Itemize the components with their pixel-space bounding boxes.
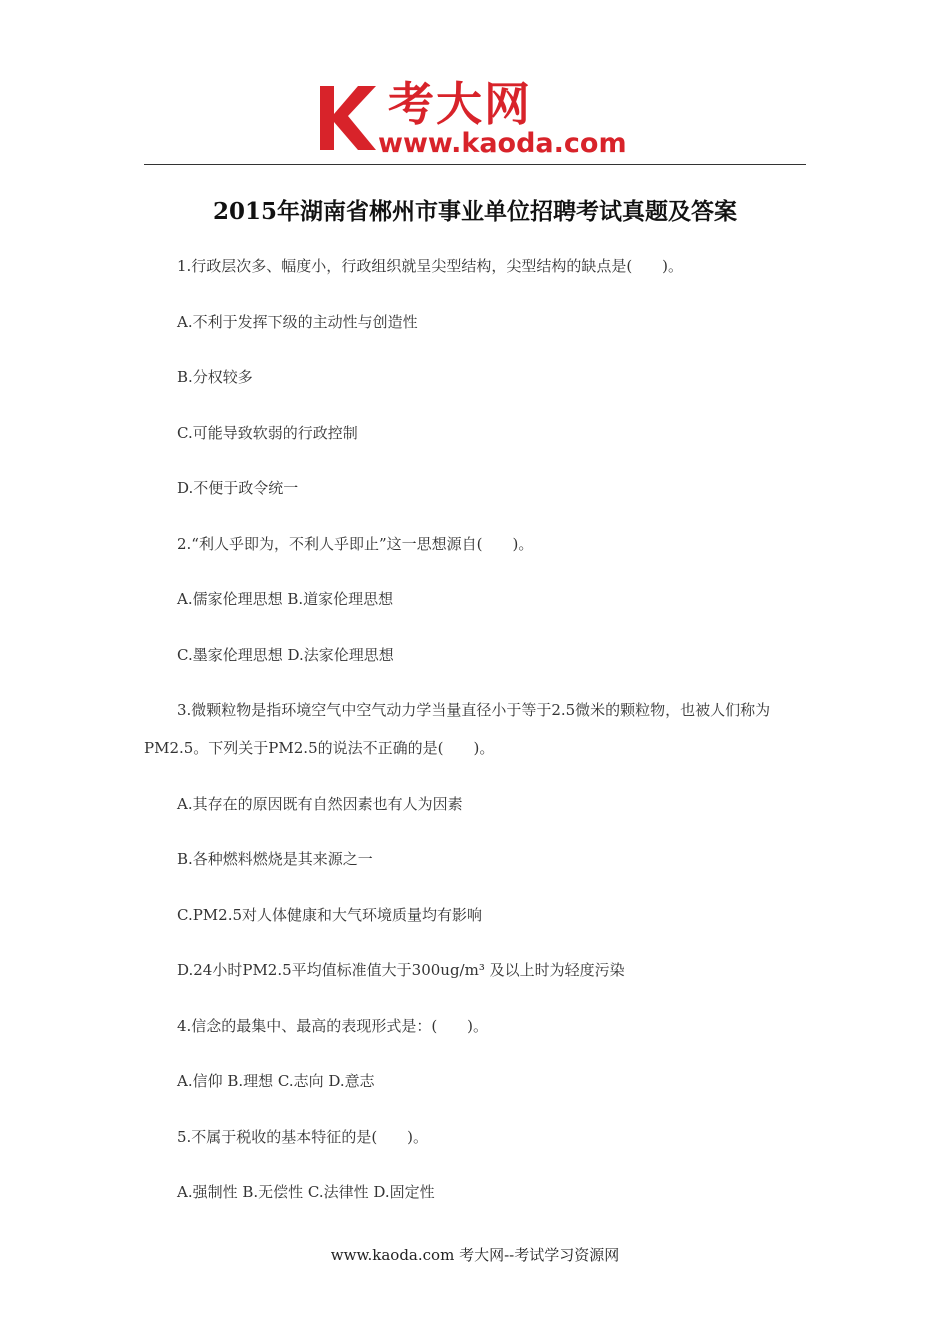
question-1-option-a: A.不利于发挥下级的主动性与创造性 (177, 312, 418, 331)
question-3-option-b: B.各种燃料燃烧是其来源之一 (177, 850, 373, 868)
page-header (0, 0, 950, 170)
document-title: 2015年湖南省郴州市事业单位招聘考试真题及答案 (212, 198, 737, 225)
kaoda-logo[interactable] (318, 78, 648, 162)
question-1-option-d: D.不便于政令统一 (177, 479, 299, 497)
document-body (144, 256, 808, 1238)
question-5-options: A.强制性 B.无偿性 C.法律性 D.固定性 (177, 1183, 435, 1201)
question-1-option-c: C.可能导致软弱的行政控制 (177, 423, 358, 442)
question-3-option-c: C.PM2.5对人体健康和大气环境质量均有影响 (177, 905, 483, 924)
question-1-option-b: B.分权较多 (177, 368, 253, 386)
question-2: 2.“利人乎即为，不利人乎即止”这一思想源自( )。 (177, 534, 534, 553)
question-3: 3.微颗粒物是指环境空气中空气动力学当量直径小于等于2.5微米的颗粒物，也被人们称为PM2.5。下列关于PM2.5的说法不正确的是( )。 (144, 701, 771, 757)
question-5: 5.不属于税收的基本特征的是( )。 (177, 1127, 429, 1146)
question-2-options-cd: C.墨家伦理思想 D.法家伦理思想 (177, 645, 394, 664)
header-divider (144, 164, 806, 165)
logo-chinese-name: 考大网 (388, 77, 532, 131)
question-3-option-a: A.其存在的原因既有自然因素也有人为因素 (177, 794, 463, 813)
question-3-option-d: D.24小时PM2.5平均值标准值大于300ug/m³ 及以上时为轻度污染 (177, 961, 625, 979)
logo-k-mark-icon (318, 84, 384, 152)
question-1: 1.行政层次多、幅度小，行政组织就呈尖型结构，尖型结构的缺点是( )。 (177, 257, 684, 275)
question-4: 4.信念的最集中、最高的表现形式是：( )。 (177, 1016, 489, 1035)
question-2-options-ab: A.儒家伦理思想 B.道家伦理思想 (177, 590, 394, 608)
logo-url: www.kaoda.com (378, 128, 627, 159)
page-footer[interactable]: www.kaoda.com 考大网--考试学习资源网 (330, 1246, 620, 1264)
question-4-options: A.信仰 B.理想 C.志向 D.意志 (177, 1072, 375, 1090)
